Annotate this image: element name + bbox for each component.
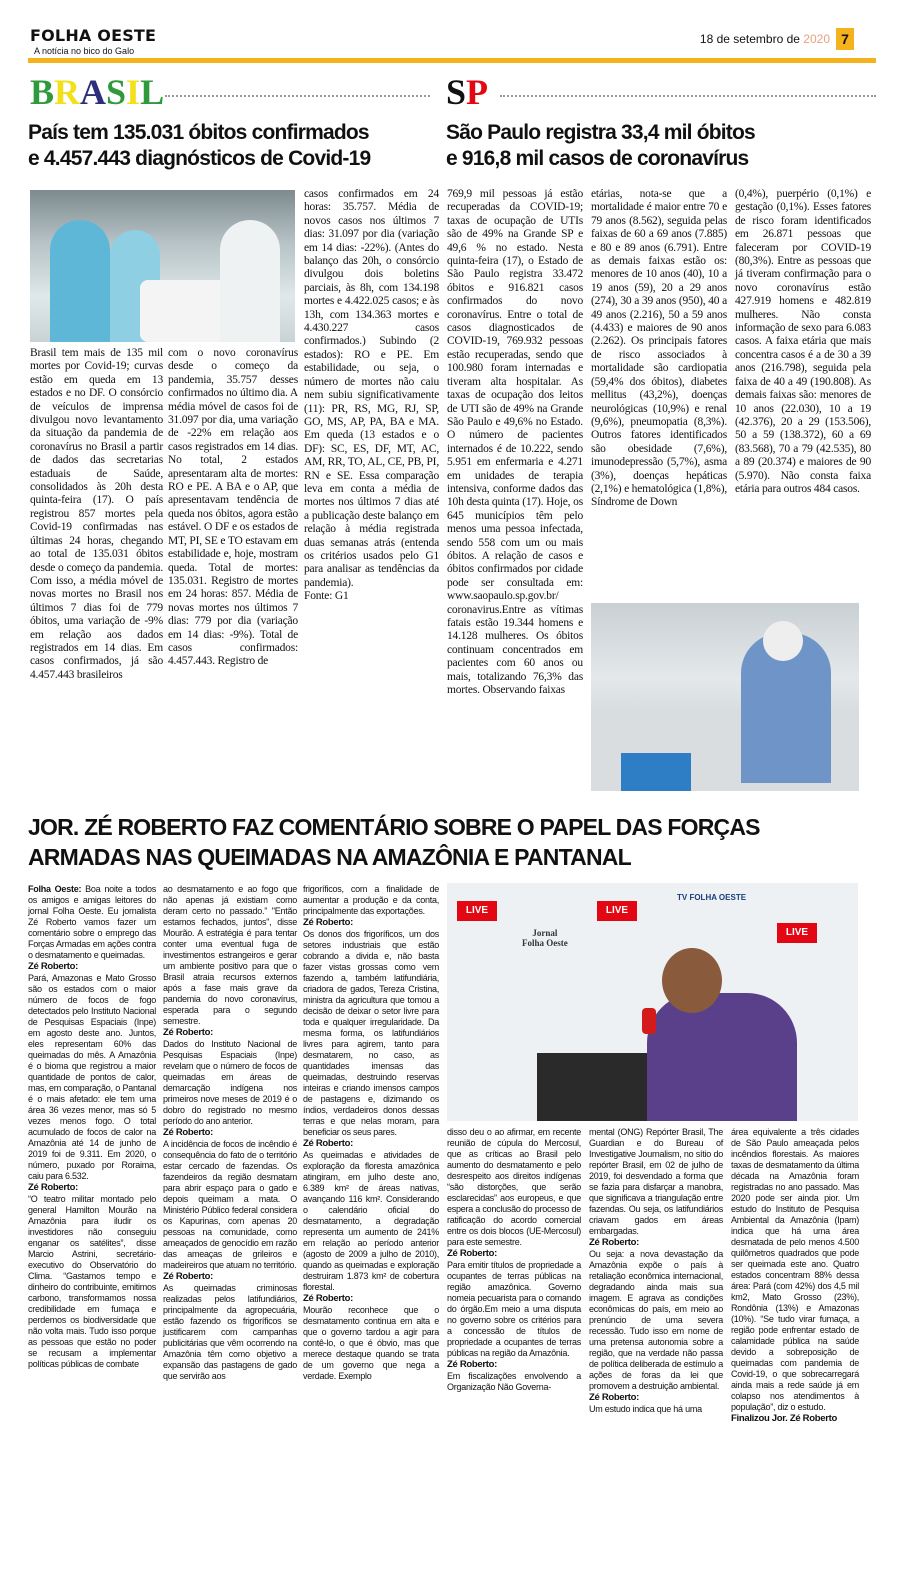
brasil-col-3 (304, 188, 439, 604)
headline-line: São Paulo registra 33,4 mil óbitos (446, 121, 755, 144)
banner-text: Jornal (532, 928, 558, 938)
live-badge: LIVE (457, 901, 497, 921)
tagline: A notícia no bico do Galo (34, 46, 135, 56)
paragraph: As queimadas criminosas realizadas pelos latifundiários, principalmente da agropecuária, estão fazendo os frigoríficos se justificarem com campanhas publicitárias que vêm ocorrendo na Amazônia têm como objetivo a expansão das pastagens de gado que servirão aos (163, 1283, 297, 1381)
page-number: 7 (836, 28, 854, 50)
amazonia-col-2 (163, 884, 297, 1382)
amazonia-col-4 (447, 1127, 581, 1393)
headline-line: e 4.457.443 diagnósticos de Covid-19 (28, 147, 371, 170)
brasil-col-1 (30, 347, 163, 682)
speaker-heading: Zé Roberto: (447, 1248, 498, 1259)
banner-logo (522, 928, 568, 948)
divider (165, 95, 430, 97)
headline-line: e 916,8 mil casos de coronavírus (446, 147, 749, 170)
speaker-heading: Zé Roberto: (163, 1271, 214, 1282)
paragraph: Para emitir títulos de propriedade a ocupantes de terras públicas na região amazônica. Governo nomeia pecuarista para o comando do órgão.Em meio a uma disputa no governo sobre os critérios para a concessão de títulos de propriedade a ocupantes de terras públicas na região da Amazônia. (447, 1260, 581, 1358)
headline-sp (446, 120, 874, 172)
paragraph: Dados do Instituto Nacional de Pesquisas Espaciais (Inpe) revelam que o número de focos de queimadas em áreas de demarcação indígena nos primeiros nove meses de 2019 é o dobro do registrado no mesmo período do ano anterior. (163, 1039, 297, 1126)
brasil-col-2 (168, 347, 298, 669)
photo-lab (591, 603, 859, 791)
amazonia-col-3 (303, 884, 439, 1382)
paragraph: Ou seja: a nova devastação da Amazônia expõe o país à retaliação econômica internacional, degradando ainda mais sua imagem. E agrava as condições econômicas do país, em meio ao prenúncio de uma severa recessão. Tudo isso em nome de uma pretensa autonomia sobre a região, que na verdade não passa de política deliberada de estímulo a ações de foras da lei que promovem a destruição ambiental. (589, 1249, 723, 1391)
paragraph: Os donos dos frigoríficos, um dos setores industriais que estão cobrando a divida e, não basta fazer vistas grossas como vem fazendo a, também latifundiária, criadora de gados, Tereza Cristina, ministra da agricultura que tomou a decisão de deixar o setor livre para toda e qualquer irregularidade. Da mesma forma, os latifundiários livres para agirem, tanto para desmatarem, no caso, as quantidades imensas das queimadas, destruindo reservas inteiras e criando imensos campos de pastagens e, dizimando os índios, verdadeiros donos dessas terras e que nelas moram, para beneficiar os seus pares. (303, 929, 439, 1137)
paragraph: frigoríficos, com a finalidade de aumentar a produção e da conta, principalmente das exportações. (303, 884, 439, 916)
section-letter: P (466, 72, 489, 112)
sp-col-3 (735, 188, 871, 496)
banner-text: Folha Oeste (522, 938, 568, 948)
headline-line: JOR. ZÉ ROBERTO FAZ COMENTÁRIO SOBRE O PAPEL DAS FORÇAS (28, 814, 760, 840)
headline-line: ARMADAS NAS QUEIMADAS NA AMAZÔNIA E PANTANAL (28, 844, 631, 870)
paragraph: A incidência de focos de incêndio é consequência do fato de o território estar cercado de fazendas. Os fazendeiros da região desmatam para abrir espaço para o gado e depois queimam a mata. O Ministério Público federal considera os Kapurinas, com apenas 20 pessoas na comunidade, como ameaçados de genocídio em razão das ameaças de grileiros e madeireiros que atuam no território. (163, 1139, 297, 1270)
amazonia-col-5 (589, 1127, 723, 1415)
header-rule (28, 58, 876, 63)
paragraph: Um estudo indica que há uma (589, 1404, 702, 1414)
paragraph: As queimadas e atividades de exploração da floresta amazônica atingiram, em julho deste ano, 6.389 km² de áreas nativas, avançando 116 km². Considerando o calendário oficial do desmatamento, a degradação representa um aumento de 241% em relação ao período anterior (agosto de 2009 a julho de 2010), quando as queimadas e exploração destruiram 1.873 km² de cobertura florestal. (303, 1150, 439, 1292)
amazonia-col-1 (28, 884, 156, 1370)
masthead: FOLHA OESTE (30, 26, 157, 45)
date-year: 2020 (803, 32, 830, 46)
paragraph: 769,9 mil pessoas já estão recuperadas da COVID-19; taxas de ocupação de UTIs são de 49% na Grande SP e 49,6 % no estado. Nesta quinta-feira (17), o Estado de São Paulo registra 33.472 óbitos e 916.821 casos confirmados do novo coronavírus. Entre o total de casos diagnosticados de COVID-19, 769.932 pessoas estão recuperadas, sendo que 100.980 foram internadas e tiveram alta hospitalar. As taxas de ocupação dos leitos de UTI são de 49% na Grande São Paulo e 49,6% no Estado. O número de pacientes internados é de 10.222, sendo 5.951 em enfermaria e 4.271 em unidades de terapia intensiva, conforme dados das 10h desta quinta (17). Hoje, os 645 municípios têm pelo menos uma pessoa infectada, sendo 558 com um ou mais óbitos. A relação de casos e óbitos confirmados por cidade pode ser consultada em: www.saopaulo.sp.gov.br/ coronavirus.Entre as vítimas fatais estão 19.344 homens e 14.128 mulheres. Os óbitos continuam concentrados em pacientes com 60 anos ou mais, totalizando 76,3% das mortes. Observando faixas (447, 188, 583, 697)
speaker-heading: Zé Roberto: (163, 1127, 214, 1138)
issue-date (690, 32, 830, 46)
speaker-heading: Zé Roberto: (303, 917, 354, 928)
headline-amazonia (28, 812, 878, 872)
paragraph: Folha Oeste: Boa noite a todos os amigos e amigas leitores do jornal Folha Oeste. Eu jornalista Zé Roberto vamos fazer um comentário sobre o emprego das Forças Armadas em ações contra o desmatamento e queimadas. (28, 884, 156, 960)
paragraph: mental (ONG) Repórter Brasil, The Guardian e do Bureau of Investigative Journalism, no sítio do repórter Brasil, em 02 de julho de 2019, foi desvendado a forma que se fazia para disfarçar a manobra, que significava a triangulação entre fazendas. Ou seja, os latifundiários criavam gados em áreas embargadas. (589, 1127, 723, 1236)
speaker-heading: Zé Roberto: (28, 961, 79, 972)
section-letter: R (54, 72, 81, 112)
paragraph: área equivalente a três cidades de São Paulo ameaçada pelos incêndios florestais. As maiores taxas de desmatamento da última década na Amazônia foram registradas no ano passado. Mas 2020 pode ser ainda pior. Um estudo do Instituto de Pesquisa Ambiental da Amazônia (Ipam) indica que há uma área desmatada de pelo menos 4.500 quilômetros quadrados que pode ser queimada este ano. Quatro estados concentram 88% dessa área: Pará (com 42%) dos 4,5 mil km2, Mato Grosso (23%), Rondônia (13%) e Amazonas (10%). “Se tudo virar fumaça, a região pode enfrentar estado de calamidade pública na saúde devido a sobreposição de queimadas com pandemia de Covid-19, o que sobrecarregará ainda mais a rede saúde já em colapso nos atendimentos à população”, diz o estudo. (731, 1127, 859, 1412)
section-sp (446, 72, 488, 112)
section-letter: A (80, 72, 107, 112)
banner-text: TV FOLHA OESTE (677, 893, 747, 902)
speaker-heading: Zé Roberto: (447, 1359, 498, 1370)
sp-col-2 (591, 188, 727, 510)
headline-line: País tem 135.031 óbitos confirmados (28, 121, 369, 144)
paragraph: “O teatro militar montado pelo general Hamilton Mourão na Amazônia para iludir os investidores não conseguiu enganar os satélites”, disse Marcio Astrini, secretário-executivo do Observatório do Clima. “Gastamos tempo e dinheiro do contribuinte, emitimos carbono, transformamos nossa credibilidade em fumaça e perdemos os biodiversidade que não volta mais. Tudo isso porque as pessoas que estão no poder se recusam a implementar políticas públicas de combate (28, 1194, 156, 1369)
speaker-heading: Finalizou Jor. Zé Roberto (731, 1413, 837, 1424)
date-text: 18 de setembro de (699, 32, 804, 46)
paragraph: Em fiscalizações envolvendo a Organização Não Governa- (447, 1371, 581, 1392)
section-brasil (30, 72, 164, 112)
divider (500, 95, 876, 97)
section-letter: S (106, 72, 127, 112)
paragraph: ao desmatamento e ao fogo que não apenas já existiam como deram certo no passado.” "Então estamos fechados, juntos", disse Mourão. A estratégia é para tentar conter uma eventual fuga de investimentos estrangeiros e gerar um ambiente positivo para que o Brasil atraia recursos externos após a fase mais grave da pandemia do novo coronavírus, esperada para o segundo semestre. (163, 884, 297, 1026)
photo-studio (447, 883, 858, 1121)
lead-label: Folha Oeste: (28, 884, 82, 894)
speaker-heading: Zé Roberto: (589, 1237, 640, 1248)
paragraph: disso deu o ao afirmar, em recente reunião de cúpula do Mercosul, que as críticas ao Brasil pelo aumento do desmatamento e pelo desrespeito aos direitos indígenas “são distorções, que serão esclarecidas” aos europeus, e que espera a conclusão do processo de ratificação do acordo comercial entre os dois blocos (UE-Mercosul) para este semestre. (447, 1127, 581, 1247)
paragraph: Pará, Amazonas e Mato Grosso são os estados com o maior número de focos de fogo detectados pelo Instituto Nacional de Pesquisas Espaciais (Inpe) em agosto deste ano. Juntos, eles representam 60% das queimadas do mês. A Amazônia é o bioma que registrou a maior quantidade de pontos de calor, mas, em comparação, o Pantanal é o mais afetado: ele tem uma área 36 vezes menor, mas só 5 vezes menos fogo. O total acumulado de focos de calor na Amazônia até 14 de junho de 2019 foi de 9.311. Em 2020, o número, puxado por Roraima, caiu para 6.532. (28, 973, 156, 1181)
section-letter: S (446, 72, 467, 112)
speaker-heading: Zé Roberto: (28, 1182, 79, 1193)
sp-col-1 (447, 188, 583, 697)
paragraph: etárias, nota-se que a mortalidade é maior entre 70 e 79 anos (8.562), seguida pelas faixas de 60 a 69 anos (7.885) e 80 e 89 anos (6.791). Entre as demais faixas estão os: menores de 10 anos (40), 10 a 19 anos (59), 20 a 29 anos (274), 30 a 39 anos (950), 40 a 49 anos (2.216), 50 a 59 anos (4.433) e maiores de 90 anos (2.262). Os principais fatores de risco associados à mortalidade são cardiopatia (59,4% dos óbitos), diabetes mellitus (43,2%), doenças neurológicas (10,9%) e renal (9,6%), pneumopatia (8,3%). Outros fatores identificados são obesidade (7,6%), imunodepressão (5,7%), asma (3%), doenças hepáticas (2,1%) e hematológica (1,8%), Síndrome de Down (591, 188, 727, 509)
section-letter: I (126, 72, 141, 112)
speaker-heading: Zé Roberto: (303, 1138, 354, 1149)
paragraph: Fonte: G1 (304, 590, 349, 603)
speaker-heading: Zé Roberto: (163, 1027, 214, 1038)
speaker-heading: Zé Roberto: (303, 1293, 354, 1304)
paragraph: casos confirmados em 24 horas: 35.757. Média de novos casos nos últimos 7 dias: 31.097 por dia (variação em 14 dias: -22%). (Antes do balanço das 20h, o consórcio divulgou dois boletins parciais, às 8h, com 134.198 mortes e 4.422.025 casos; e às 13h, com 134.363 mortes e 4.430.227 casos confirmados.) Subindo (2 estados): RO e PE. Em estabilidade, ou seja, o número de mortes não caiu nem subiu significativamente (11): PR, RS, MG, RJ, SP, GO, MS, AP, PA, BA e MA. Em queda (13 estados e o DF): SC, ES, DF, MT, AC, AM, RR, TO, AL, CE, PB, PI, RN e SE. Essa comparação leva em conta a média de mortes nos últimos 7 dias até a publicação deste balanço em relação à média registrada duas semanas atrás (entenda os critérios usados pelo G1 para analisar as tendências da pandemia). (304, 188, 439, 589)
photo-health-workers (30, 190, 295, 342)
amazonia-col-6 (731, 1127, 859, 1425)
paragraph: com o novo coronavírus desde o começo da pandemia, 35.757 desses confirmados no último dia. A média móvel de casos foi de 31.097 por dia, uma variação de -22% em relação aos casos registrados em 14 dias. No total, 2 estados apresentaram alta de mortes: RO e PE. A BA e o AP, que apresentavam tendência de queda nos óbitos, agora estão estável. O DF e os estados de MT, PI, SE e TO estavam em estabilidade e, hoje, mostram queda. Total de mortes: 135.031. Registro de mortes em 24 horas: 857. Média de novas mortes nos últimos 7 dias: 779 por dia (variação em 14 dias: -9%). Total de casos confirmados: 4.457.443. Registro de (168, 347, 298, 668)
live-badge: LIVE (777, 923, 817, 943)
speaker-heading: Zé Roberto: (589, 1392, 640, 1403)
paragraph: (0,4%), puerpério (0,1%) e gestação (0,1%). Esses fatores de risco foram identificados em 26.871 pessoas que faleceram por COVID-19 (80,3%). Entre as pessoas que já tiveram confirmação para o novo coronavírus estão 427.919 homens e 482.819 mulheres. Não consta informação de sexo para 6.083 casos. A faixa etária que mais concentra casos é a de 30 a 39 anos (216.798), seguida pela faixa de 40 a 49 (190.808). As demais faixas são: menores de 10 anos (22.030), 10 a 19 (42.376), 20 a 29 (153.506), 50 a 59 (138.372), 60 a 69 (83.568), 70 a 79 (42.535), 80 a 89 (20.374) e maiores de 90 (5.970). Não consta faixa etária para outros 484 casos. (735, 188, 871, 495)
live-badge: LIVE (597, 901, 637, 921)
section-letter: L (140, 72, 165, 112)
section-letter: B (30, 72, 55, 112)
paragraph: Mourão reconhece que o desmatamento continua em alta e que o governo tardou a agir para contê-lo, o que é óbvio, mas que merece destaque quando se trata de um governo que nega a verdade. Exemplo (303, 1305, 439, 1381)
headline-brasil (28, 120, 440, 172)
paragraph: Brasil tem mais de 135 mil mortes por Covid-19; curvas estão em queda em 13 estados e no DF. O consórcio de veículos de imprensa divulgou novo levantamento da situação da pandemia de coronavírus no Brasil a partir de dados das secretarias estaduais de Saúde, consolidados às 20h desta quinta-feira (17). O país registrou 857 mortes pela Covid-19 confirmadas nas últimas 24 horas, chegando ao total de 135.031 óbitos desde o começo da pandemia. Com isso, a média móvel de novas mortes no Brasil nos últimos 7 dias foi de 779 óbitos, uma variação de -9% em relação aos dados registrados em 14 dias. Em casos confirmados, já são 4.457.443 brasileiros (30, 347, 163, 681)
